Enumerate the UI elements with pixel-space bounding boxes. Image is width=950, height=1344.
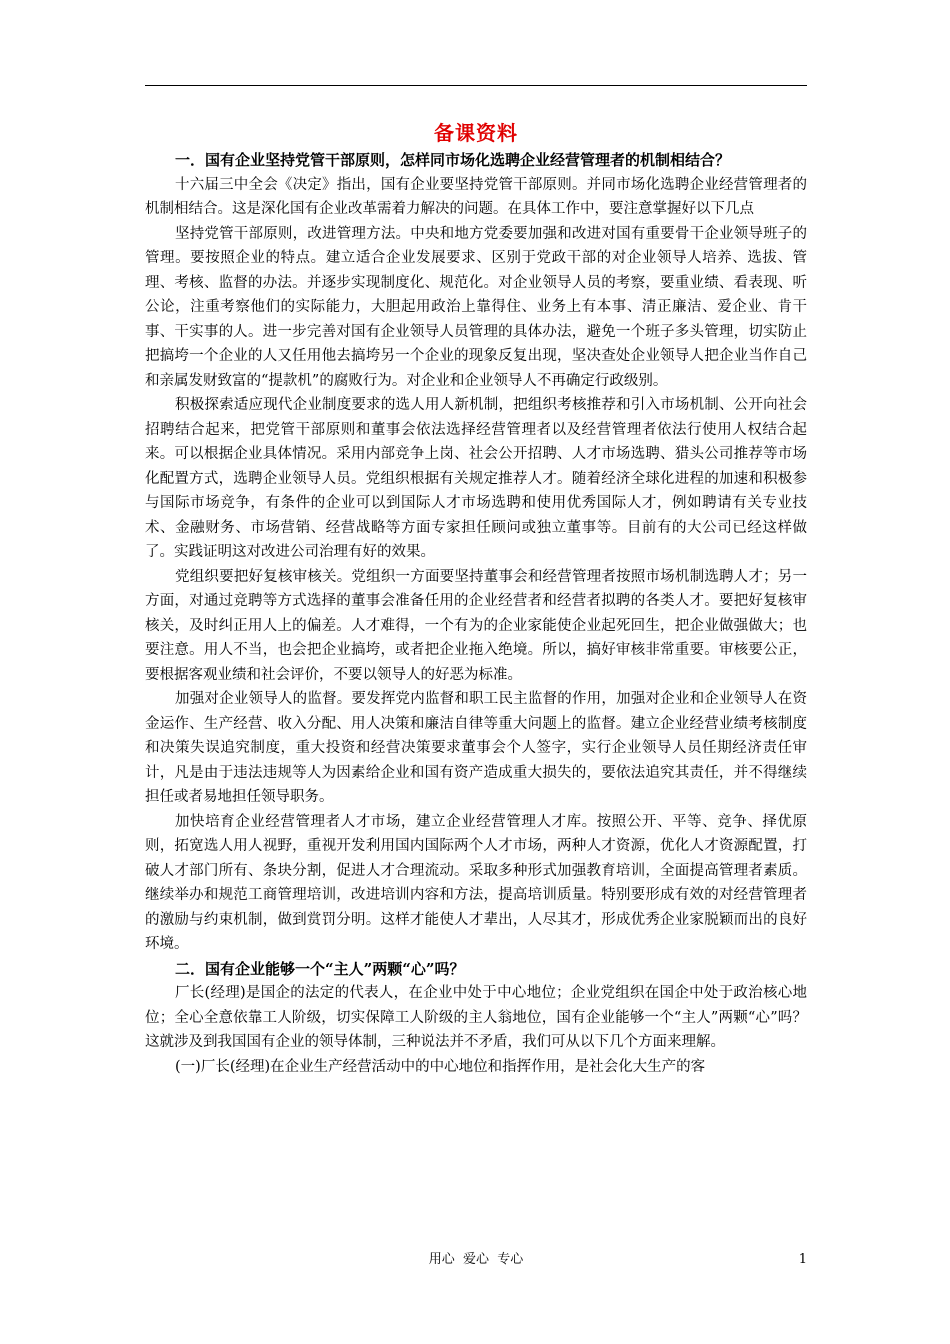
paragraph-7: 厂长(经理)是国企的法定的代表人，在企业中处于中心地位；企业党组织在国企中处于政治核心地位；全心全意依靠工人阶级，切实保障工人阶级的主人翁地位，国有企业能够一个“主人”两颗“心”吗？这就涉及到我国国有企业的领导体制，三种说法并不矛盾，我们可从以下几个方面来理解。 <box>145 985 807 1050</box>
page-number: 1 <box>798 1252 807 1267</box>
footer-motto: 用心 爱心 专心 <box>428 1252 524 1267</box>
paragraph-8: (一)厂长(经理)在企业生产经营活动中的中心地位和指挥作用，是社会化大生产的客 <box>175 1058 706 1075</box>
section-heading-1: 一．国有企业坚持党管干部原则，怎样同市场化选聘企业经营管理者的机制相结合？ <box>175 151 731 169</box>
document-title: 备课资料 <box>434 121 518 145</box>
paragraph-1: 十六届三中全会《决定》指出，国有企业要坚持党管干部原则。并同市场化选聘企业经营管理者的机制相结合。这是深化国有企业改革需着力解决的问题。在具体工作中，要注意掌握好以下几点 <box>145 176 807 217</box>
section-heading-2: 二．国有企业能够一个“主人”两颗“心”吗？ <box>175 959 465 978</box>
paragraph-3: 积极探索适应现代企业制度要求的选人用人新机制，把组织考核推荐和引入市场机制、公开向社会招聘结合起来，把党管干部原则和董事会依法选择经营管理者以及经营管理者依法行使用人权结合起来。可以根据企业具体情况。采用内部竞争上岗、社会公开招聘、人才市场选聘、猎头公司推荐等市场化配置方式，选聘企业领导人员。党组织根据有关规定推荐人才。随着经济全球化进程的加速和积极参与国际市场竞争，有条件的企业可以到国际人才市场选聘和使用优秀国际人才，例如聘请有关专业技术、金融财务、市场营销、经营战略等方面专家担任顾问或独立董事等。目前有的大公司已经这样做了。实践证明这对改进公司治理有好的效果。 <box>145 397 807 560</box>
page-footer <box>145 1250 807 1270</box>
paragraph-4: 党组织要把好复核审核关。党组织一方面要坚持董事会和经营管理者按照市场机制选聘人才；另一方面，对通过竞聘等方式选择的董事会准备任用的企业经营者和经营者拟聘的各类人才。要把好复核审核关，及时纠正用人上的偏差。人才难得，一个有为的企业家能使企业起死回生，把企业做强做大；也要注意。用人不当，也会把企业搞垮，或者把企业拖入绝境。所以，搞好审核非常重要。审核要公正，要根据客观业绩和社会评价，不要以领导人的好恶为标准。 <box>145 568 807 683</box>
document-body <box>145 118 807 1079</box>
header-rule <box>145 85 807 86</box>
paragraph-6: 加快培育企业经营管理者人才市场，建立企业经营管理人才库。按照公开、平等、竞争、择优原则，拓宽选人用人视野，重视开发利用国内国际两个人才市场，两种人才资源，优化人才资源配置，打破人才部门所有、条块分割，促进人才合理流动。采取多种形式加强教育培训，全面提高管理者素质。继续举办和规范工商管理培训，改进培训内容和方法，提高培训质量。特别要形成有效的对经营管理者的激励与约束机制，做到赏罚分明。这样才能使人才辈出，人尽其才，形成优秀企业家脱颖而出的良好环境。 <box>145 813 807 952</box>
paragraph-5: 加强对企业领导人的监督。要发挥党内监督和职工民主监督的作用，加强对企业和企业领导人在资金运作、生产经营、收入分配、用人决策和廉洁自律等重大问题上的监督。建立企业经营业绩考核制度和决策失误追究制度，重大投资和经营决策要求董事会个人签字，实行企业领导人员任期经济责任审计，凡是由于违法违规等人为因素给企业和国有资产造成重大损失的，要依法追究其责任，并不得继续担任或者易地担任领导职务。 <box>145 691 807 805</box>
paragraph-2: 坚持党管干部原则，改进管理方法。中央和地方党委要加强和改进对国有重要骨干企业领导班子的管理。要按照企业的特点。建立适合企业发展要求、区别于党政干部的对企业领导人培养、选拔、管理、考核、监督的办法。并逐步实现制度化、规范化。对企业领导人员的考察，要重业绩、看表现、听公论，注重考察他们的实际能力，大胆起用政治上靠得住、业务上有本事、清正廉洁、爱企业、肯干事、干实事的人。进一步完善对国有企业领导人员管理的具体办法，避免一个班子多头管理，切实防止把搞垮一个企业的人又任用他去搞垮另一个企业的现象反复出现，坚决查处企业领导人把企业当作自己和亲属发财致富的“提款机”的腐败行为。对企业和企业领导人不再确定行政级别。 <box>145 225 807 389</box>
